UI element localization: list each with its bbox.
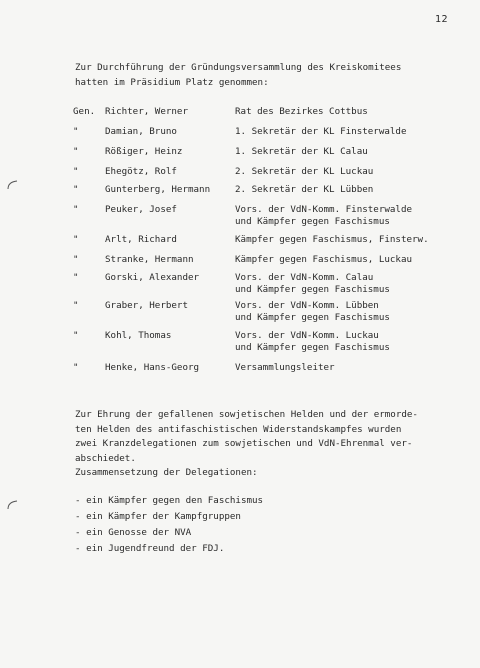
row-role: 1. Sekretär der KL Finsterwalde: [235, 126, 407, 137]
list-item: - ein Kämpfer gegen den Faschismus: [75, 495, 264, 506]
list-item: - ein Kämpfer der Kampfgruppen: [75, 511, 241, 522]
row-name: Rößiger, Heinz: [105, 146, 183, 157]
row-mark: ": [73, 184, 79, 195]
row-role: Vors. der VdN-Komm. Finsterwalde und Kämpfer gegen Faschismus: [235, 204, 413, 227]
row-name: Ehegötz, Rolf: [105, 166, 177, 177]
page-number: 12: [435, 14, 449, 25]
body-text: [75, 408, 455, 481]
tribute-paragraph: Zur Ehrung der gefallenen sowjetischen Helden und der ermorde- ten Helden des antifaschistischen Widerstandskampfes wurden zwei Kranzdelegationen zum sowjetischen und VdN-Ehrenmal ver- abschiedet.: [75, 409, 418, 464]
row-name: Peuker, Josef: [105, 204, 177, 215]
row-role: 1. Sekretär der KL Calau: [235, 146, 368, 157]
punch-hole-mark-bottom: [6, 500, 18, 510]
row-mark: ": [73, 300, 79, 311]
row-name: Damian, Bruno: [105, 126, 177, 137]
row-role: 2. Sekretär der KL Luckau: [235, 166, 374, 177]
row-name: Gunterberg, Hermann: [105, 184, 211, 195]
intro-paragraph: Zur Durchführung der Gründungsversammlung des Kreiskomitees hatten im Präsidium Platz genommen:: [75, 62, 402, 88]
row-role: Versammlungsleiter: [235, 362, 335, 373]
delegation-list: [75, 493, 263, 557]
row-mark: ": [73, 234, 79, 245]
row-role: Vors. der VdN-Komm. Lübben und Kämpfer gegen Faschismus: [235, 300, 390, 323]
row-mark: Gen.: [73, 106, 96, 117]
row-name: Kohl, Thomas: [105, 330, 172, 341]
row-mark: ": [73, 126, 79, 137]
list-item: - ein Jugendfreund der FDJ.: [75, 543, 225, 554]
row-role: Kämpfer gegen Faschismus, Luckau: [235, 254, 413, 265]
delegation-heading: Zusammensetzung der Delegationen:: [75, 467, 258, 478]
row-mark: ": [73, 330, 79, 341]
row-name: Henke, Hans-Georg: [105, 362, 200, 373]
row-role: Kämpfer gegen Faschismus, Finsterw.: [235, 234, 429, 245]
row-name: Graber, Herbert: [105, 300, 188, 311]
row-mark: ": [73, 254, 79, 265]
row-mark: ": [73, 362, 79, 373]
row-mark: ": [73, 204, 79, 215]
punch-hole-mark-top: [6, 180, 18, 190]
row-name: Richter, Werner: [105, 106, 188, 117]
row-mark: ": [73, 166, 79, 177]
row-name: Arlt, Richard: [105, 234, 177, 245]
row-mark: ": [73, 146, 79, 157]
row-name: Gorski, Alexander: [105, 272, 200, 283]
row-name: Stranke, Hermann: [105, 254, 194, 265]
row-role: Rat des Bezirkes Cottbus: [235, 106, 368, 117]
row-role: 2. Sekretär der KL Lübben: [235, 184, 374, 195]
row-role: Vors. der VdN-Komm. Calau und Kämpfer gegen Faschismus: [235, 272, 390, 295]
row-role: Vors. der VdN-Komm. Luckau und Kämpfer gegen Faschismus: [235, 330, 390, 353]
row-mark: ": [73, 272, 79, 283]
list-item: - ein Genosse der NVA: [75, 527, 192, 538]
